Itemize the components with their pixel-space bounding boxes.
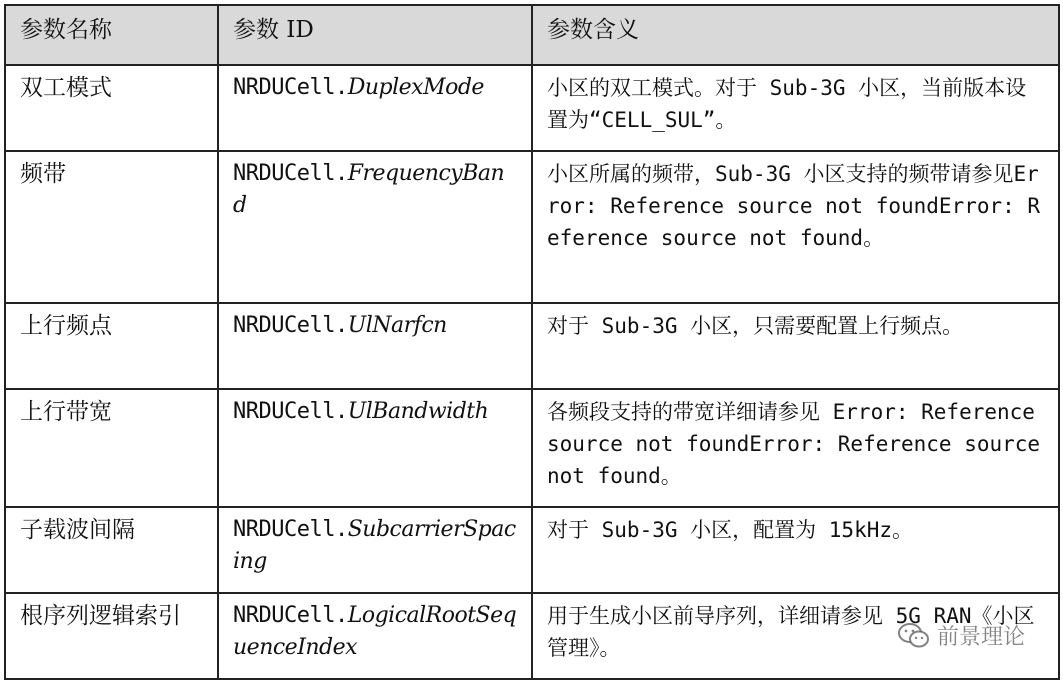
param-name-cell: 频带 [5, 151, 218, 303]
param-name-cell: 子载波间隔 [5, 507, 218, 593]
param-id-object: NRDUCell. [233, 517, 348, 542]
param-meaning-cell: 对于 Sub-3G 小区，只需要配置上行频点。 [532, 303, 1059, 389]
header-param-meaning: 参数含义 [532, 5, 1059, 65]
param-meaning-cell: 对于 Sub-3G 小区，配置为 15kHz。 [532, 507, 1059, 593]
table-row [5, 303, 1059, 389]
param-id-field: DuplexMode [347, 75, 484, 100]
param-id-cell [218, 65, 532, 151]
param-name-cell: 根序列逻辑索引 [5, 593, 218, 679]
param-meaning-cell: 各频段支持的带宽详细请参见 Error: Reference source not foundError: Reference source not found。 [532, 389, 1059, 507]
param-id-object: NRDUCell. [233, 603, 348, 628]
param-id-object: NRDUCell. [233, 313, 348, 338]
param-meaning-cell: 用于生成小区前导序列，详细请参见 5G RAN《小区管理》。 [532, 593, 1059, 679]
param-meaning-cell: 小区的双工模式。对于 Sub-3G 小区，当前版本设置为“CELL_SUL”。 [532, 65, 1059, 151]
param-id-cell [218, 303, 532, 389]
param-id-cell [218, 151, 532, 303]
table-row [5, 389, 1059, 507]
table-row [5, 507, 1059, 593]
param-id-field: UlNarfcn [347, 313, 447, 338]
param-id-object: NRDUCell. [233, 75, 348, 100]
param-id-field: FrequencyBand [233, 161, 505, 218]
param-id-field: LogicalRootSequenceIndex [233, 603, 517, 660]
param-meaning-cell: 小区所属的频带，Sub-3G 小区支持的频带请参见Error: Reference source not foundError: Reference source not found。 [532, 151, 1059, 303]
param-name-cell: 上行频点 [5, 303, 218, 389]
header-param-id: 参数 ID [218, 5, 532, 65]
param-id-field: SubcarrierSpacing [233, 517, 516, 574]
param-id-object: NRDUCell. [233, 161, 348, 186]
param-id-field: UlBandwidth [347, 399, 489, 424]
param-id-object: NRDUCell. [233, 399, 348, 424]
param-name-cell: 双工模式 [5, 65, 218, 151]
table-row [5, 151, 1059, 303]
table-row [5, 593, 1059, 679]
param-id-cell [218, 593, 532, 679]
header-param-name: 参数名称 [5, 5, 218, 65]
watermark-text: 前景理论 [936, 625, 1025, 650]
param-name-cell: 上行带宽 [5, 389, 218, 507]
parameter-table [4, 4, 1060, 680]
param-id-cell [218, 507, 532, 593]
param-id-cell [218, 389, 532, 507]
table-header-row [5, 5, 1059, 65]
table-row [5, 65, 1059, 151]
